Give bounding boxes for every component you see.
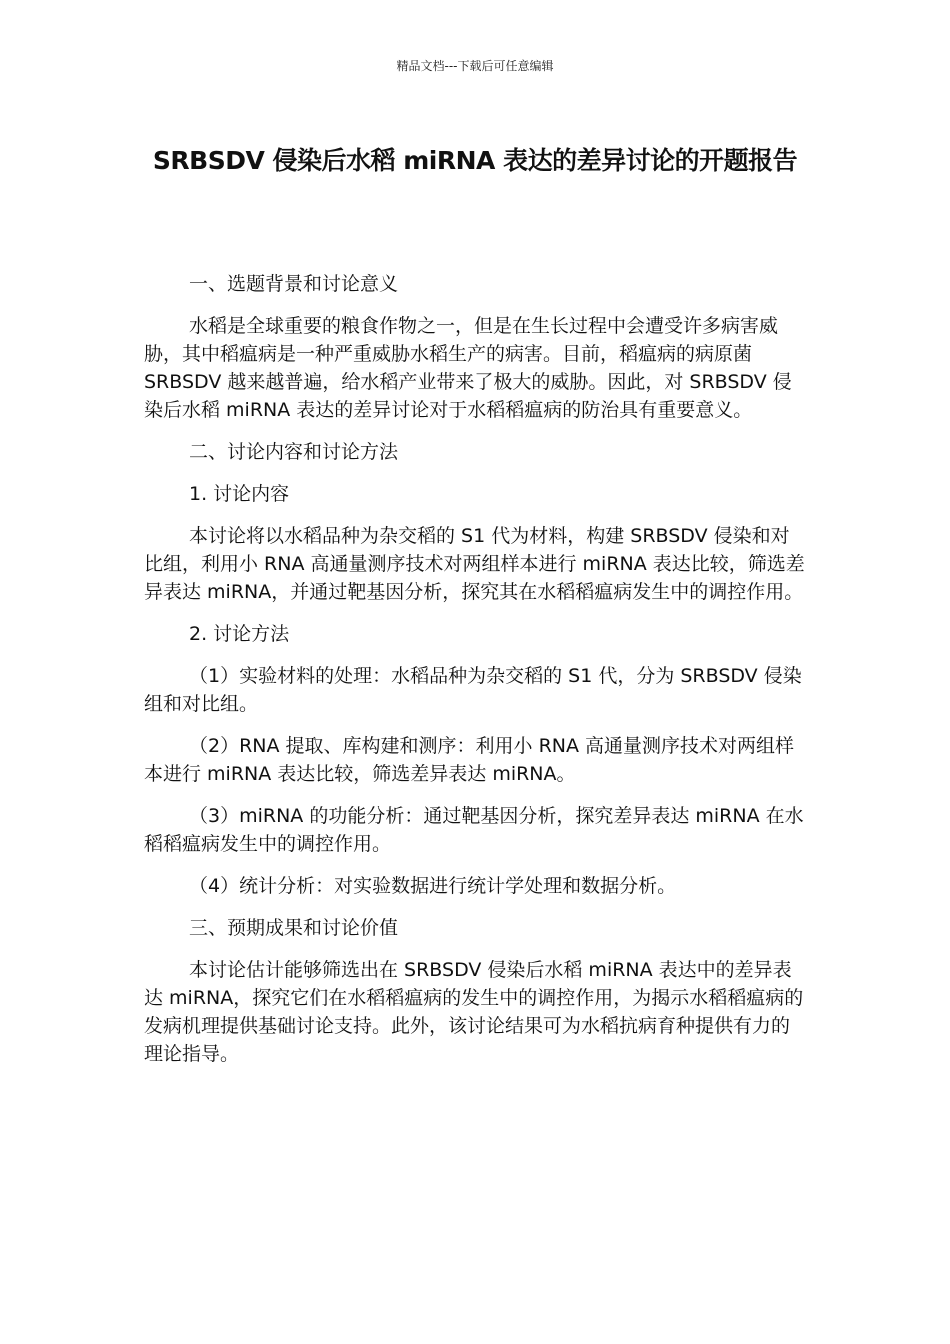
expected-results-paragraph: 本讨论估计能够筛选出在 SRBSDV 侵染后水稻 miRNA 表达中的差异表达 miRNA，探究它们在水稻稻瘟病的发生中的调控作用，为揭示水稻稻瘟病的发病机理提供基础讨论支持。此外，该讨论结果可为水稻抗病育种提供有力的理论指导。 bbox=[144, 959, 804, 1065]
document-title: SRBSDV 侵染后水稻 miRNA 表达的差异讨论的开题报告 bbox=[152, 146, 798, 175]
section-heading-background: 一、选题背景和讨论意义 bbox=[189, 273, 399, 295]
background-paragraph: 水稻是全球重要的粮食作物之一，但是在生长过程中会遭受许多病害威胁，其中稻瘟病是一种严重威胁水稻生产的病害。目前，稻瘟病的病原菌 SRBSDV 越来越普遍，给水稻产业带来了极大的威胁。因此，对 SRBSDV 侵染后水稻 miRNA 表达的差异讨论对于水稻稻瘟病的防治具有重要意义。 bbox=[144, 315, 792, 421]
section-heading-content-methods: 二、讨论内容和讨论方法 bbox=[189, 441, 399, 463]
subheading-methods: 2. 讨论方法 bbox=[189, 623, 290, 645]
method-item-1: （1）实验材料的处理：水稻品种为杂交稻的 S1 代，分为 SRBSDV 侵染组和对比组。 bbox=[144, 665, 802, 715]
method-item-2: （2）RNA 提取、库构建和测序：利用小 RNA 高通量测序技术对两组样本进行 miRNA 表达比较，筛选差异表达 miRNA。 bbox=[144, 735, 795, 785]
document-body bbox=[144, 270, 808, 1082]
page-header-note: 精品文档---下载后可任意编辑 bbox=[396, 59, 554, 73]
subheading-content: 1. 讨论内容 bbox=[189, 483, 290, 505]
section-heading-expected-results: 三、预期成果和讨论价值 bbox=[189, 917, 399, 939]
method-item-4: （4）统计分析：对实验数据进行统计学处理和数据分析。 bbox=[189, 875, 677, 897]
content-paragraph: 本讨论将以水稻品种为杂交稻的 S1 代为材料，构建 SRBSDV 侵染和对比组，利用小 RNA 高通量测序技术对两组样本进行 miRNA 表达比较，筛选差异表达 miRNA，并通过靶基因分析，探究其在水稻稻瘟病发生中的调控作用。 bbox=[144, 525, 805, 603]
method-item-3: （3）miRNA 的功能分析：通过靶基因分析，探究差异表达 miRNA 在水稻稻瘟病发生中的调控作用。 bbox=[144, 805, 804, 855]
